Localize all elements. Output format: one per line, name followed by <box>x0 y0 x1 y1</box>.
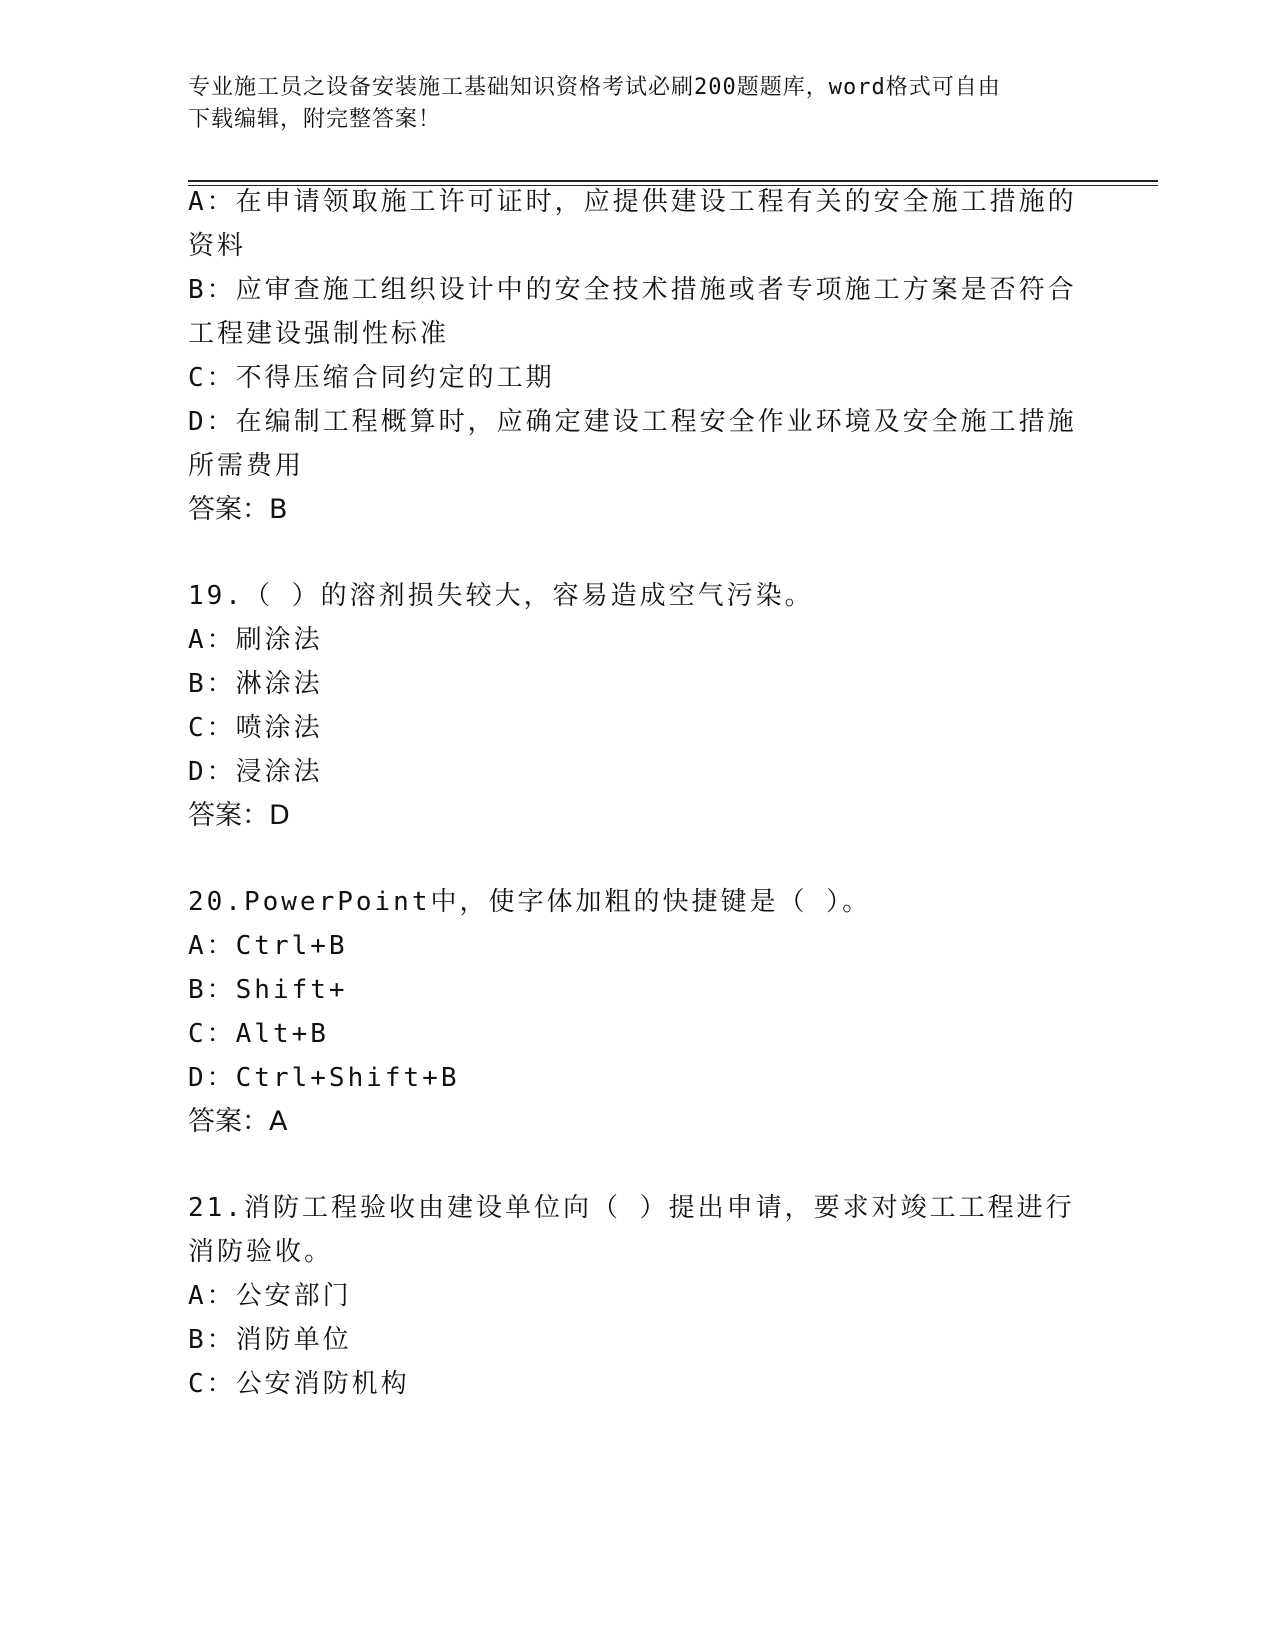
q20-answer: 答案：A <box>188 1106 288 1137</box>
header-title-line2: 下载编辑，附完整答案！ <box>188 107 442 132</box>
prev-option-d-line2: 所需费用 <box>188 451 305 481</box>
q20-option-b: B：Shift+ <box>188 975 348 1005</box>
q21-option-b: B：消防单位 <box>188 1325 352 1355</box>
header-title-line1: 专业施工员之设备安装施工基础知识资格考试必刷200题题库，word格式可自由 <box>188 75 1001 100</box>
q19-option-d: D：浸涂法 <box>188 757 323 787</box>
prev-option-a-line2: 资料 <box>188 231 247 261</box>
q21-question-line1: 21.消防工程验收由建设单位向（ ）提出申请，要求对竣工工程进行 <box>188 1193 1075 1223</box>
document-header <box>188 72 1068 136</box>
q20-question: 20.PowerPoint中，使字体加粗的快捷键是（ ）。 <box>188 887 872 917</box>
q19-option-c: C：喷涂法 <box>188 713 323 743</box>
prev-option-c: C：不得压缩合同约定的工期 <box>188 363 555 393</box>
q19-option-b: B：淋涂法 <box>188 669 323 699</box>
q19-answer: 答案：D <box>188 800 290 831</box>
prev-option-b-line2: 工程建设强制性标准 <box>188 319 450 349</box>
prev-answer: 答案：B <box>188 494 288 525</box>
q21-question-line2: 消防验收。 <box>188 1237 334 1267</box>
header-divider-thick <box>188 180 1158 182</box>
q20-option-a: A：Ctrl+B <box>188 931 348 961</box>
prev-option-d-line1: D：在编制工程概算时，应确定建设工程安全作业环境及安全施工措施 <box>188 407 1077 437</box>
q21-option-a: A：公安部门 <box>188 1281 352 1311</box>
q19-question: 19.（ ）的溶剂损失较大，容易造成空气污染。 <box>188 581 814 611</box>
prev-option-b-line1: B：应审查施工组织设计中的安全技术措施或者专项施工方案是否符合 <box>188 275 1077 305</box>
q19-option-a: A：刷涂法 <box>188 625 323 655</box>
q20-option-c: C：Alt+B <box>188 1019 329 1049</box>
prev-option-a-line1: A：在申请领取施工许可证时，应提供建设工程有关的安全施工措施的 <box>188 187 1077 217</box>
q21-option-c: C：公安消防机构 <box>188 1369 410 1399</box>
q20-option-d: D：Ctrl+Shift+B <box>188 1063 460 1093</box>
